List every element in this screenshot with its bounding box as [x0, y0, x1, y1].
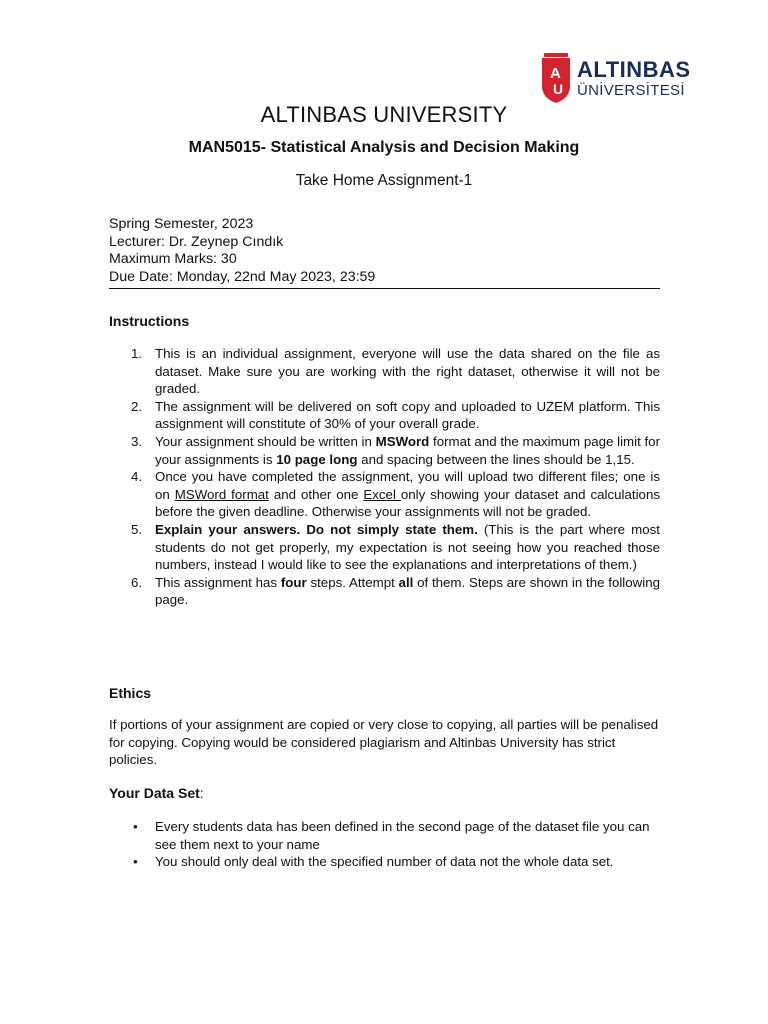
instruction-item — [109, 345, 660, 398]
item-text: This assignment has — [155, 574, 281, 590]
ethics-heading: Ethics — [109, 685, 152, 701]
item-emphasis: all — [398, 574, 414, 590]
item-text: Your assignment should be written in — [155, 433, 376, 449]
dataset-heading-text: Your Data Set — [109, 785, 200, 801]
item-text: (This is the part where most students do not get properly, my expectation is not seeing how you reached those numbers, instead I would like to see the explanations and interpretations of them.) — [155, 521, 660, 573]
item-text: and spacing between the lines should be 1,15. — [357, 451, 635, 467]
item-emphasis: 10 page long — [276, 451, 358, 467]
assignment-title: Take Home Assignment-1 — [295, 172, 473, 189]
item-underline: Excel — [363, 486, 401, 502]
bullet-icon: • — [133, 854, 138, 870]
instructions-heading: Instructions — [109, 313, 190, 329]
logo-text-primary: ALTINBAS — [577, 57, 691, 82]
instruction-item — [109, 398, 660, 433]
item-text: format and the maximum page limit for your assignments is — [155, 433, 660, 467]
logo-text-secondary: ÜNİVERSİTESİ — [577, 82, 685, 99]
item-emphasis: Explain your answers. Do not simply state them. — [155, 521, 478, 537]
instructions-list — [109, 345, 660, 609]
ethics-paragraph: If portions of your assignment are copied or very close to copying, all parties will be penalised for copying. Copying would be considered plagiarism and Altinbas University has strict policies. — [109, 717, 659, 768]
item-number: 5. — [131, 521, 143, 537]
item-number: 6. — [131, 574, 143, 590]
instruction-item — [109, 521, 660, 574]
item-text: only showing your dataset and calculations before the given deadline. Otherwise your assignments will not be graded. — [155, 486, 660, 520]
item-emphasis: four — [280, 574, 307, 590]
item-text: of them. Steps are shown in the following page. — [155, 574, 660, 608]
semester-line: Spring Semester, 2023 — [109, 216, 254, 232]
item-text: steps. Attempt — [306, 574, 399, 590]
item-text: Once you have completed the assignment, you will upload two different files; one is on — [155, 469, 660, 502]
instruction-item — [109, 433, 660, 468]
item-text: Every students data has been defined in the second page of the dataset file you can see them next to your name — [155, 819, 650, 852]
university-title: ALTINBAS UNIVERSITY — [260, 102, 508, 127]
marks-line: Maximum Marks: 30 — [109, 251, 237, 268]
dataset-item — [109, 818, 660, 853]
item-number: 3. — [131, 433, 143, 449]
item-text: and other one — [268, 486, 364, 502]
course-title: MAN5015- Statistical Analysis and Decision Making — [188, 139, 580, 156]
item-number: 2. — [131, 398, 143, 414]
svg-text:U: U — [553, 81, 564, 97]
item-emphasis: MSWord — [375, 433, 430, 449]
item-text: You should only deal with the specified number of data not the whole data set. — [155, 854, 614, 870]
instruction-item — [109, 468, 660, 521]
bullet-icon: • — [133, 819, 138, 834]
dataset-heading-colon: : — [199, 785, 204, 801]
shield-logo-icon — [540, 52, 572, 104]
university-logo — [540, 52, 700, 104]
item-text: The assignment will be delivered on soft copy and uploaded to UZEM platform. This assignment will constitute of 30% of your overall grade. — [155, 398, 660, 432]
dataset-list — [109, 818, 660, 871]
item-number: 1. — [131, 346, 143, 361]
lecturer-line: Lecturer: Dr. Zeynep Cındık — [109, 233, 284, 250]
svg-text:A: A — [550, 65, 561, 82]
dataset-item — [109, 853, 660, 871]
instruction-item — [109, 574, 660, 609]
item-number: 4. — [131, 469, 143, 485]
dataset-heading — [109, 785, 204, 801]
item-text: This is an individual assignment, everyone will use the data shared on the file as dataset. Make sure you are working with the right dataset, otherwise it will not be graded. — [155, 346, 660, 397]
due-date-line: Due Date: Monday, 22nd May 2023, 23:59 — [109, 269, 660, 289]
course-meta — [109, 216, 660, 289]
item-underline: MSWord format — [174, 486, 269, 502]
